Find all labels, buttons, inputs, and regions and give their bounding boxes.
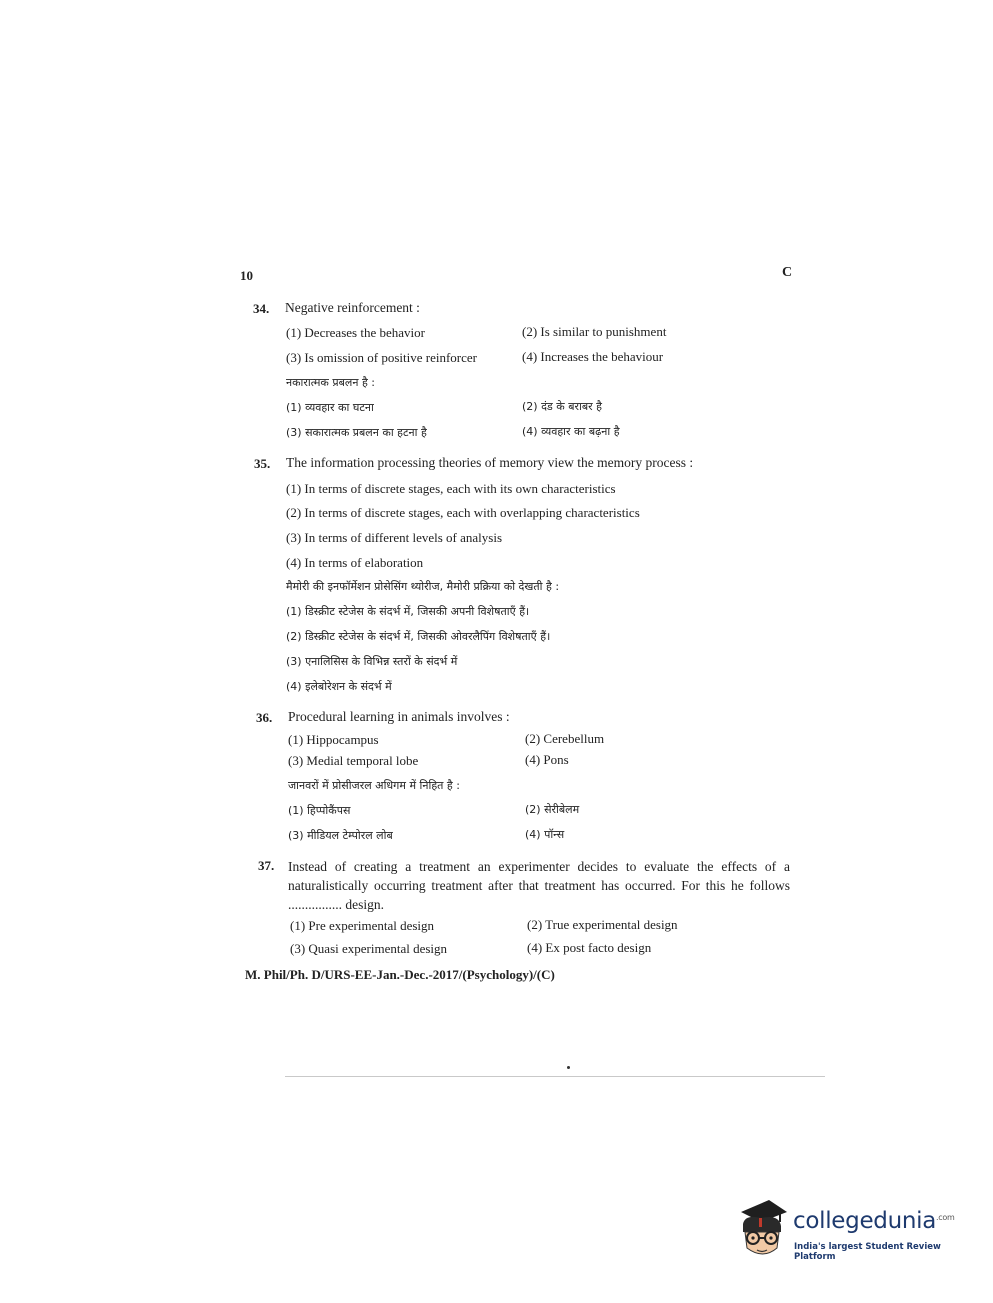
question-text: Instead of creating a treatment an experimenter decides to evaluate the effects of a naturalistically occurring treatment after that treatment has occurred. For this he follows ................ design.	[288, 859, 790, 912]
option: (1) In terms of discrete stages, each with its own characteristics	[286, 481, 616, 496]
hindi-option: (1) डिस्क्रीट स्टेजेस के संदर्भ में, जिसकी अपनी विशेषताएँ हैं।	[286, 605, 530, 618]
hindi-option: (1) व्यवहार का घटना	[286, 401, 374, 414]
hindi-option: (2) दंड के बराबर है	[522, 400, 602, 413]
option: (4) Ex post facto design	[527, 940, 652, 955]
option: (3) Quasi experimental design	[290, 941, 448, 956]
page-footer: M. Phil/Ph. D/URS-EE-Jan.-Dec.-2017/(Psychology)/(C)	[245, 967, 555, 982]
option: (2) Is similar to punishment	[522, 324, 667, 339]
logo-tagline: India's largest Student Review Platform	[794, 1242, 941, 1262]
logo-wordmark	[793, 1208, 954, 1234]
question-number: 37.	[258, 858, 275, 873]
hindi-option: (4) पॉन्स	[525, 828, 565, 841]
page-number: 10	[240, 268, 253, 283]
hindi-option: (3) सकारात्मक प्रबलन का हटना है	[286, 426, 427, 439]
divider-line	[285, 1076, 825, 1077]
collegedunia-logo	[735, 1198, 965, 1268]
question-text: Negative reinforcement :	[285, 300, 420, 315]
hindi-option: (2) डिस्क्रीट स्टेजेस के संदर्भ में, जिसकी ओवरलैपिंग विशेषताएँ हैं।	[286, 630, 551, 643]
hindi-option: (3) मीडियल टेम्पोरल लोब	[288, 829, 393, 842]
option: (1) Hippocampus	[288, 732, 379, 747]
question-text: The information processing theories of memory view the memory process :	[286, 455, 694, 470]
question-number: 34.	[253, 301, 270, 316]
option: (2) In terms of discrete stages, each with overlapping characteristics	[286, 505, 640, 520]
hindi-option: (3) एनालिसिस के विभिन्न स्तरों के संदर्भ में	[286, 655, 458, 668]
option: (1) Decreases the behavior	[286, 325, 425, 340]
logo-tld: .com	[936, 1213, 955, 1222]
option: (4) In terms of elaboration	[286, 555, 424, 570]
option: (2) Cerebellum	[525, 731, 605, 746]
logo-name: collegedunia	[793, 1208, 937, 1234]
question-number: 36.	[256, 710, 273, 725]
hindi-question-text: मैमोरी की इनफॉर्मेशन प्रोसेसिंग थ्योरीज, मैमोरी प्रक्रिया को देखती है :	[286, 580, 560, 593]
question-number: 35.	[254, 456, 271, 471]
option: (4) Pons	[525, 752, 569, 767]
stray-dot	[567, 1066, 570, 1069]
hindi-option: (1) हिप्पोकैंपस	[288, 804, 351, 817]
hindi-question-text: नकारात्मक प्रबलन है :	[286, 376, 376, 389]
set-code: C	[782, 265, 793, 280]
mascot-icon	[735, 1198, 791, 1262]
hindi-option: (2) सेरीबेलम	[525, 803, 580, 816]
option: (3) Medial temporal lobe	[288, 753, 419, 768]
question-text: Procedural learning in animals involves :	[288, 709, 510, 724]
option: (3) Is omission of positive reinforcer	[286, 350, 477, 365]
hindi-question-text: जानवरों में प्रोसीजरल अधिगम में निहित है :	[288, 779, 460, 792]
option: (3) In terms of different levels of analysis	[286, 530, 502, 545]
option: (4) Increases the behaviour	[522, 349, 664, 364]
hindi-option: (4) व्यवहार का बढ़ना है	[522, 425, 620, 438]
option: (2) True experimental design	[527, 917, 678, 932]
option: (1) Pre experimental design	[290, 918, 435, 933]
hindi-option: (4) इलेबोरेशन के संदर्भ में	[286, 680, 392, 693]
